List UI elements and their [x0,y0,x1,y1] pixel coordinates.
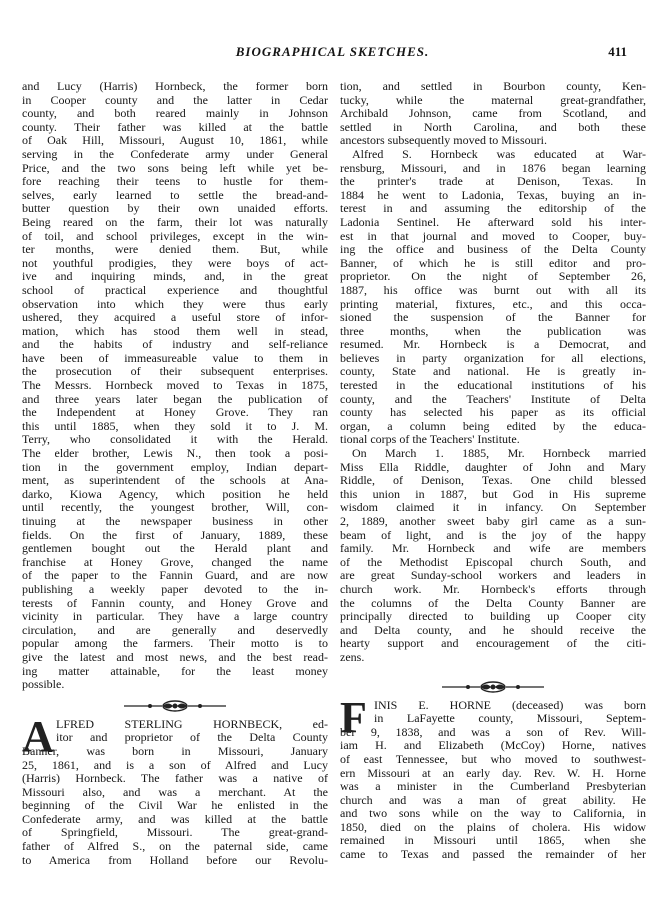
text-line: Price, and the two sons being left while yet be- [22,161,328,175]
text-line: Banner, was born in Missouri, January [22,744,328,758]
text-line: terests of Fannin county, and Honey Grove and [22,596,328,610]
text-line: county, and both reared mainly in Johnson [22,107,328,121]
text-line: county, State and national. He is greatly in- [340,365,646,379]
text-line: county, and the Teachers' Institute of Delta [340,392,646,406]
text-line: fields. On the first of January, 1889, these [22,528,328,542]
text-line: terested in the educational institutions of his [340,379,646,393]
text-line: tinuing at the newspaper business in other [22,515,328,528]
left-column [22,80,328,867]
text-line: ter months, were denied them. But, while [22,243,328,257]
text-line: tional corps of the Teachers' Institute. [340,433,520,447]
text-line: publishing a weekly paper devoted to the in- [22,582,328,596]
text-line: INIS E. HORNE (deceased) was born [374,698,646,712]
text-line: not youthful prodigies, they were boys of act- [22,256,328,270]
text-line: county. Their father was killed at the battle [22,120,328,134]
hornbeck-sketch [22,711,328,868]
text-line: beginning of the Civil War he enlisted in the [22,799,328,813]
text-line: iam H. and Elizabeth (McCoy) Horne, natives [340,739,646,753]
text-line: rensburg, Missouri, and in 1876 began learning [340,161,646,175]
text-line: of Springfield, Missouri. The great-grand- [22,826,328,840]
text-line: ing matter attainable, for the least money [22,664,328,678]
left-column-text [22,80,328,692]
text-line: Miss Ella Riddle, daughter of John and Mary [340,460,646,474]
horne-sketch-text [340,692,646,862]
text-line: was a minister in the Cumberland Presbyterian [340,780,646,794]
text-line: ment, as superintendent of the schools at Ana- [22,474,328,488]
text-line: give the latest and most news, and the best read- [22,650,328,664]
text-line: settled in North Carolina, and both these [340,120,646,134]
text-line: county has selected his paper as its official [340,406,646,420]
text-line: mation, which has stood them well in stead, [22,324,328,338]
text-line: organ, a column being edited by the educa- [340,419,646,433]
text-line: possible. [22,678,65,692]
text-line: until recently, the youngest brother, Will, con- [22,501,328,515]
text-line: this union in 1887, but God in His supreme [340,487,646,501]
text-line: and the habits of industry and self-reliance [22,338,328,352]
text-line: ern Missouri at an early day. Rev. W. H. Horne [340,766,646,780]
text-line: Ladonia Sentinel. He afterward sold his inter- [340,215,646,229]
text-line: principally directed to building up Cooper city [340,610,646,624]
text-line: of Oak Hill, Missouri, August 10, 1861, while [22,134,328,148]
text-line: Archibald Johnson, came from Scotland, and [340,107,646,121]
text-line: fore reaching their teens to hustle for them- [22,175,328,189]
text-line: remained in Missouri until 1865, when she [340,834,646,848]
drop-cap-letter: A [22,711,54,761]
text-line: school of practical experience and thoughtful [22,283,328,297]
page-number: 411 [608,44,627,59]
text-line: of the paper to the Fannin Guard, and are now [22,569,328,583]
right-column [340,80,646,862]
text-line: of toil, and school privileges, except in the win- [22,229,328,243]
text-line: tucky, while the maternal great-grandfather, [340,93,646,107]
text-line: selves, early learned to settle the bread-and- [22,188,328,202]
drop-cap-letter: F [340,692,367,742]
text-line: ancestors subsequently moved to Missouri. [340,134,547,148]
text-line: tion, and settled in Bourbon county, Ken- [340,80,646,93]
text-line: franchise at Honey Grove, changed the name [22,555,328,569]
text-line: LFRED STERLING HORNBECK, ed- [56,717,328,731]
text-line: Riddle, of Denison, Texas. One child blessed [340,474,646,488]
text-line: gentlemen bought out the Herald plant and [22,542,328,556]
text-line: and Lucy (Harris) Hornbeck, the former born [22,80,328,93]
text-line: believes in party organization for all elections, [340,351,646,365]
text-line: the printer's trade at Denison, Texas. In [340,175,646,189]
text-line: 2, 1889, another sweet baby girl came as a sun- [340,515,646,528]
text-line: tion in the government employ, Indian depart- [22,460,328,474]
text-line: to America from Holland before our Revolu- [22,853,328,867]
text-line: (Harris) Hornbeck. The father was a native of [22,772,328,786]
text-line: 1884 he went to Ladonia, Texas, buying an in- [340,188,646,202]
hornbeck-sketch-text [22,711,328,868]
text-line: popular among the farmers. Their motto is to [22,637,328,651]
text-line: three months, when the publication was [340,324,646,338]
text-line: 1887, his office was burnt out with all its [340,283,646,297]
text-line: proprietor. On the night of September 26, [340,270,646,284]
text-line: came to Texas and passed the remainder of her [340,848,646,862]
text-line: Missouri also, and was a merchant. At the [22,785,328,799]
text-line: family. Mr. Hornbeck and wife are members [340,542,646,556]
text-line: hearty support and encouragement of the citi- [340,637,646,651]
section-divider-ornament [22,692,328,718]
text-line: beam of light, and is the joy of the happy [340,528,646,542]
ornament-icon [438,681,548,693]
ornament-icon [120,700,230,712]
text-line: wisdom claimed it in infancy. On September [340,501,646,515]
text-line: ing the office and business of the Delta County [340,243,646,257]
text-line: the columns of the Delta County Banner are [340,596,646,610]
right-column-text [340,80,646,665]
text-line: serving in the Confederate army under General [22,147,328,161]
text-line: of the Methodist Episcopal church South, and [340,555,646,569]
text-line: vicinity in particular. They have a large country [22,610,328,624]
text-line: Banner, of which he is still editor and pro- [340,256,646,270]
running-head: BIOGRAPHICAL SKETCHES. [235,44,430,59]
text-line: est in that journal and moved to Cooper, buy- [340,229,646,243]
text-line: 1850, died on the plains of cholera. His widow [340,820,646,834]
text-line: terest in and assuming the editorship of the [340,202,646,216]
text-line: circulation, and are generally and deservedly [22,623,328,637]
text-line: Confederate army, and was killed at the battle [22,812,328,826]
text-line: The Messrs. Hornbeck moved to Texas in 1875, [22,379,328,393]
text-line: of east Tennessee, but who moved to southwest- [340,752,646,766]
text-line: ushered, they acquired a useful store of infor- [22,311,328,325]
text-line: darko, Kiowa Agency, which position he held [22,487,328,501]
text-line: in Cooper county and the latter in Cedar [22,93,328,107]
text-line: printing material, fixtures, etc., and this occa- [340,297,646,311]
text-line: this until 1885, when they sold it to J. M. [22,419,328,433]
text-line: the prosecution of their subsequent enterprises. [22,365,328,379]
text-line: father of Alfred S., on the paternal side, came [22,840,328,854]
text-line: church work. Mr. Hornbeck's efforts through [340,582,646,596]
text-line: Terry, who consolidated it with the Herald. [22,433,328,447]
text-line: 25, 1861, and is a son of Alfred and Lucy [22,758,328,772]
section-divider-ornament [340,673,646,699]
text-line: and two sons while on the way to California, in [340,807,646,821]
text-line: the Independent at Honey Grove. They ran [22,406,328,420]
text-line: itor and proprietor of the Delta County [56,731,328,745]
text-line: observation into which they were thus early [22,297,328,311]
text-line: church and was a man of great ability. He [340,793,646,807]
horne-sketch [340,692,646,862]
text-line: resumed. Mr. Hornbeck is a Democrat, and [340,338,646,352]
text-line: are great Sunday-school workers and leaders in [340,569,646,583]
text-line: zens. [340,650,365,664]
text-line: On March 1. 1885, Mr. Hornbeck married [352,447,646,461]
text-line: and Delta county, and he should receive the [340,623,646,637]
text-line: have been of immeasureable value to them in [22,351,328,365]
text-line: Alfred S. Hornbeck was educated at War- [352,147,646,161]
text-line: and three years later began the publication of [22,392,328,406]
text-line: butter question by their own unaided efforts. [22,202,328,216]
page-header [0,44,665,66]
text-line: Being reared on the farm, their lot was naturally [22,215,328,229]
text-line: ive and inquiring minds, and, in the great [22,270,328,284]
text-line: ber 9, 1838, and was a son of Rev. Will- [340,725,646,739]
text-line: The elder brother, Lewis N., then took a posi- [22,447,328,461]
text-line: in LaFayette county, Missouri, Septem- [374,712,646,726]
text-line: sioned the suspension of the Banner for [340,311,646,325]
